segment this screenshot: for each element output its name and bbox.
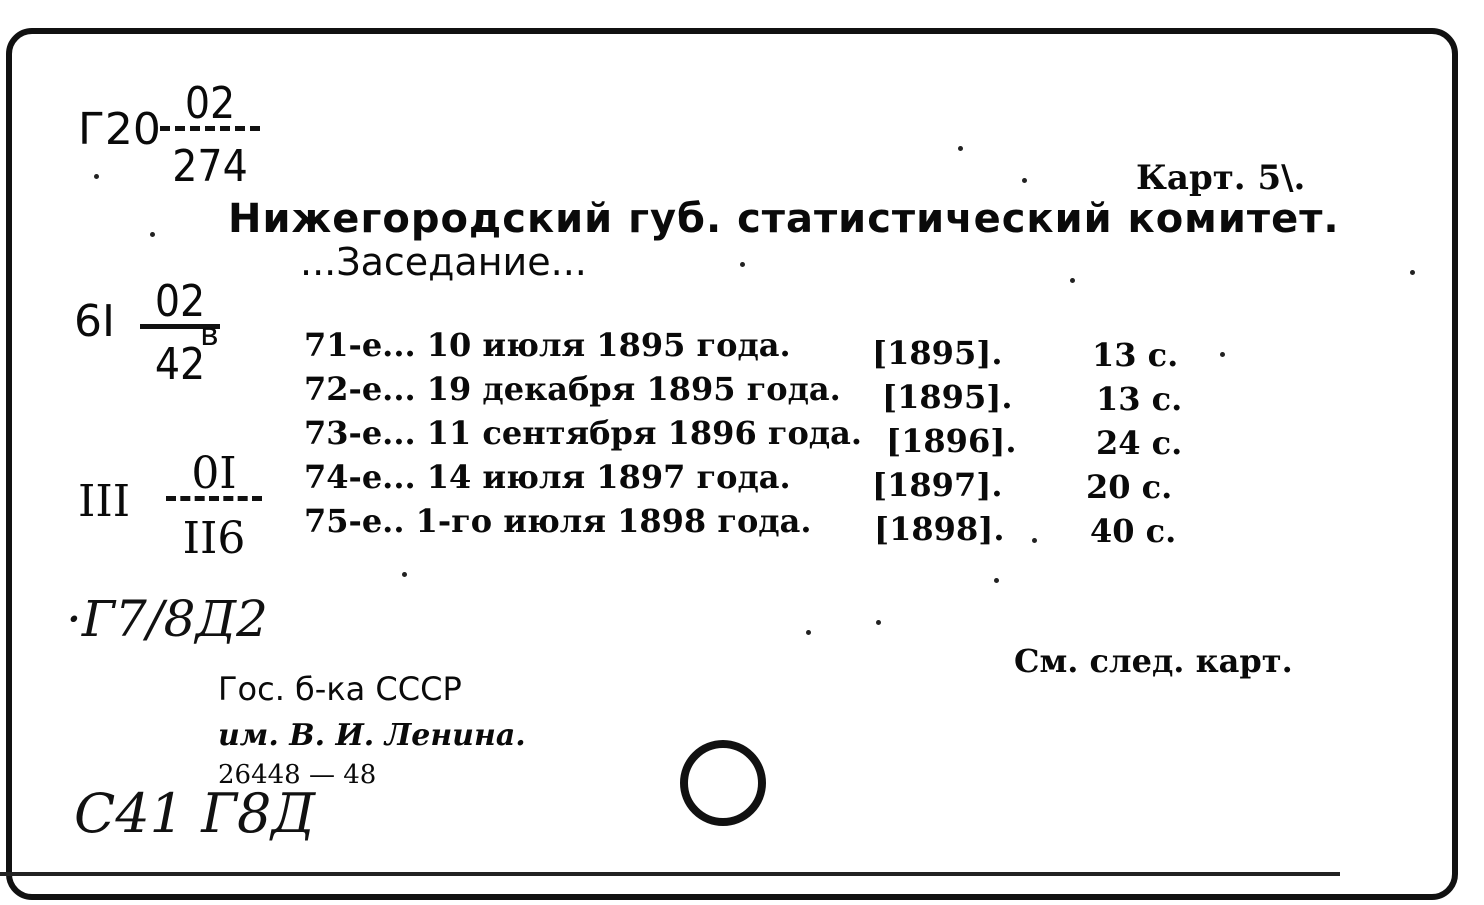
entry-4-pages: 20 с. [1086, 468, 1173, 506]
entry-2-issue: 72-е... 19 декабря 1895 года. [304, 370, 841, 408]
speck [806, 630, 811, 635]
handwritten-note-1: ·Г7/8Д2 [66, 590, 268, 648]
shelfmark-2-denominator: 42 [154, 339, 206, 390]
speck [94, 174, 99, 179]
entry-5-pages: 40 с. [1090, 512, 1177, 550]
title-line: ...Заседание... [300, 240, 587, 284]
speck [150, 232, 155, 237]
handwritten-note-2: С41 Г8Д [74, 782, 316, 845]
punch-hole [680, 740, 766, 826]
shelfmark-3-numerator: 0I [166, 452, 262, 501]
speck [1070, 278, 1075, 283]
shelfmark-1-fraction [160, 78, 260, 192]
author-heading: Нижегородский губ. статистический комитет. [228, 196, 1340, 242]
entry-5-year: [1898]. [874, 510, 1005, 548]
speck [1410, 270, 1415, 275]
library-line-2: им. В. И. Ленина. [218, 718, 526, 753]
shelfmark-2-numerator: 02 [140, 280, 220, 329]
entry-4-year: [1897]. [872, 466, 1003, 504]
shelfmark-3-prefix: III [78, 476, 131, 527]
speck [994, 578, 999, 583]
entry-2-year: [1895]. [882, 378, 1013, 416]
entry-1-pages: 13 с. [1092, 336, 1179, 374]
entry-1-issue: 71-е... 10 июля 1895 года. [304, 326, 791, 364]
shelfmark-1-numerator: 02 [160, 82, 260, 131]
speck [402, 572, 407, 577]
entry-4-issue: 74-е... 14 июля 1897 года. [304, 458, 791, 496]
entry-3-issue: 73-е... 11 сентября 1896 года. [304, 414, 862, 452]
shelfmark-2-suffix: в [200, 315, 219, 353]
bottom-rule [0, 872, 1340, 876]
print-code: 26448 — 48 [218, 760, 377, 790]
entry-3-pages: 24 с. [1096, 424, 1183, 462]
speck [1032, 538, 1037, 543]
see-next-card: См. след. карт. [1014, 642, 1293, 680]
shelfmark-1-denominator: 274 [172, 141, 248, 192]
entry-1-year: [1895]. [872, 334, 1003, 372]
entry-5-issue: 75-е.. 1-го июля 1898 года. [304, 502, 812, 540]
shelfmark-3-denominator: II6 [182, 513, 246, 564]
entry-2-pages: 13 с. [1096, 380, 1183, 418]
speck [1022, 178, 1027, 183]
card-number: Карт. 5\. [1136, 158, 1306, 198]
speck [876, 620, 881, 625]
speck [740, 262, 745, 267]
shelfmark-2-prefix: 6I [74, 296, 115, 347]
shelfmark-1-prefix: Г20 [78, 104, 161, 155]
library-line-1: Гос. б-ка СССР [218, 670, 462, 708]
shelfmark-3-fraction [166, 448, 262, 564]
entry-3-year: [1896]. [886, 422, 1017, 460]
speck [1220, 352, 1225, 357]
speck [958, 146, 963, 151]
